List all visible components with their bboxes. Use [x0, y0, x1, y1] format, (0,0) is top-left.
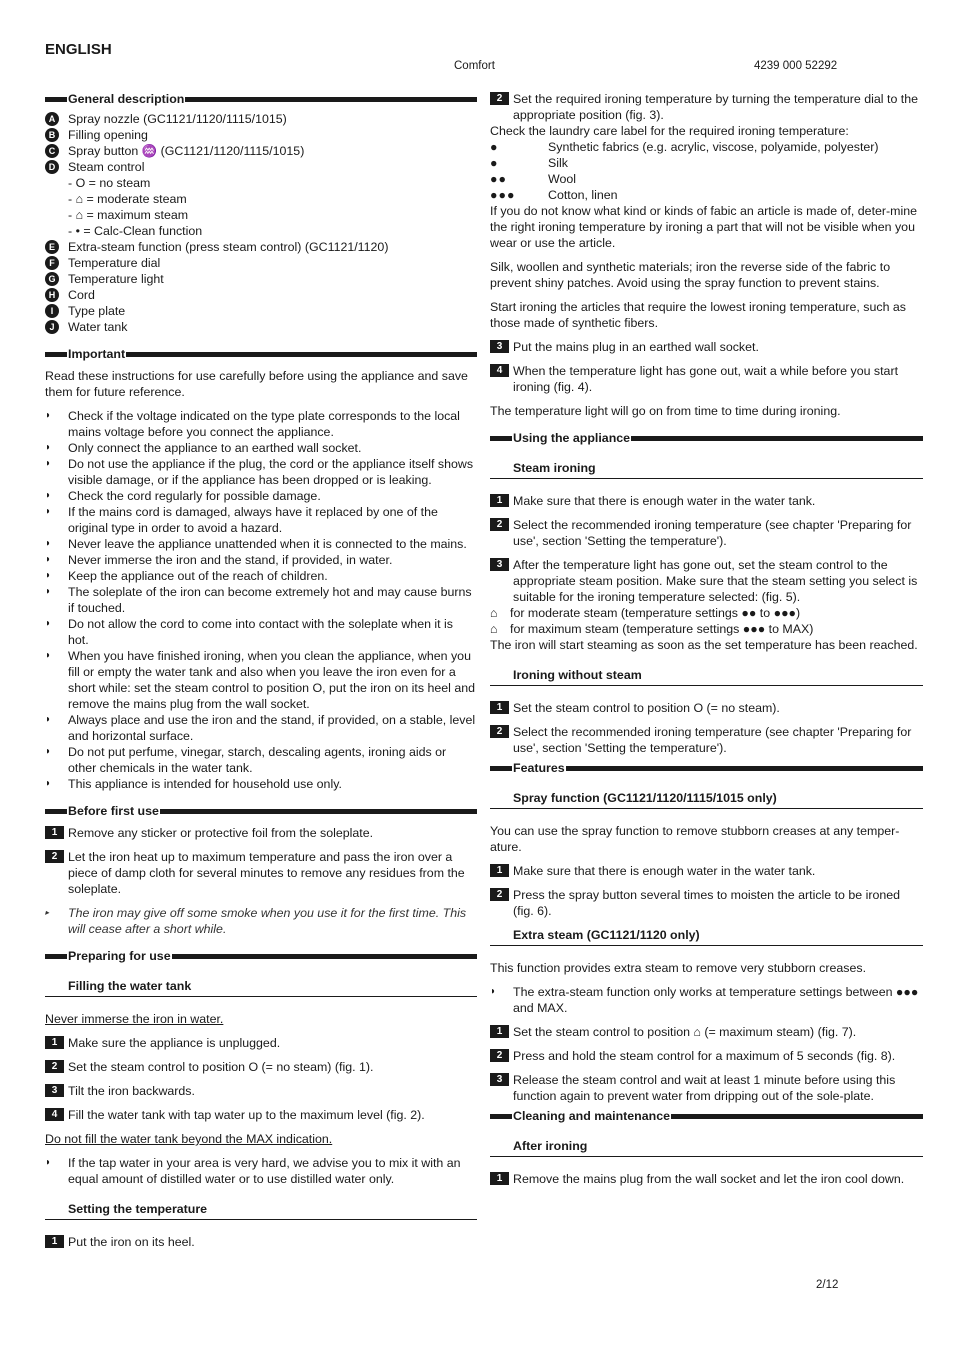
step: 2 Select the recommended ironing temperature (see chapter 'Preparing for use', section 'Setting the temperature').	[490, 517, 923, 549]
bullet-item: ◗ Never immerse the iron and the stand, if provided, in water.	[45, 553, 393, 567]
paragraph: Read these instructions for use carefully before using the appliance and save them for future reference.	[45, 369, 468, 399]
step: 2 Select the recommended ironing temperature (see chapter 'Preparing for use', section 'Setting the temperature').	[490, 724, 923, 756]
step: 4 Fill the water tank with tap water up to the maximum level (fig. 2).	[45, 1107, 477, 1123]
step: 1 Set the steam control to position ⌂ (= maximum steam) (fig. 7).	[490, 1024, 923, 1040]
temp-setting: ● Silk	[490, 156, 568, 170]
warning: Never immerse the iron in water.	[45, 1012, 224, 1026]
moderate-steam-icon: ⌂	[490, 606, 498, 620]
bullet-item: ◗ Never leave the appliance unattended when it is connected to the mains.	[45, 537, 467, 551]
step: 2 Press the spray button several times to moisten the article to be ironed (fig. 6).	[490, 887, 923, 919]
step: 1 Remove the mains plug from the wall socket and let the iron cool down.	[490, 1171, 923, 1187]
paragraph: Start ironing the articles that require the lowest ironing temperature, such as those made of synthetic fibers.	[490, 300, 906, 330]
bullet-item: ◗ Do not use the appliance if the plug, the cord or the appliance itself shows visible damage, or if the appliance has been dropped or is leaking.	[45, 457, 474, 487]
bullet-item: ◗ Always place and use the iron and the stand, if provided, on a stable, level and horizontal surface.	[45, 713, 476, 743]
section-heading: Important	[45, 346, 477, 362]
steam-option: - • = Calc-Clean function	[68, 224, 203, 238]
list-item: D Steam control	[45, 159, 477, 175]
subsection-heading: Spray function (GC1121/1120/1115/1015 only)	[490, 790, 923, 809]
temp-setting: ● Synthetic fabrics (e.g. acrylic, viscose, polyamide, polyester)	[490, 140, 879, 154]
bullet-item: ◗ Do not allow the cord to come into contact with the soleplate when it is hot.	[45, 617, 454, 647]
paragraph: You can use the spray function to remove stubborn creases at any temper-ature.	[490, 824, 900, 854]
steam-option: - O = no steam	[68, 176, 151, 190]
step: 2 Set the required ironing temperature by turning the temperature dial to the appropriate position (fig. 3).	[490, 91, 923, 123]
list-item: A Spray nozzle (GC1121/1120/1115/1015)	[45, 111, 477, 127]
subsection-heading: Extra steam (GC1121/1120 only)	[490, 927, 923, 946]
subsection-heading: After ironing	[490, 1138, 923, 1157]
step: 2 Press and hold the steam control for a maximum of 5 seconds (fig. 8).	[490, 1048, 923, 1064]
bullet-item: ◗ Only connect the appliance to an earthed wall socket.	[45, 441, 362, 455]
paragraph: The iron will start steaming as soon as the set temperature has been reached.	[490, 638, 918, 652]
subsection-heading: Ironing without steam	[490, 667, 923, 686]
step: 2 Let the iron heat up to maximum temperature and pass the iron over a piece of damp cloth for several minutes to remove any residues from the soleplate.	[45, 849, 477, 897]
section-heading: Features	[490, 760, 923, 776]
bullet-item: ◗ Do not put perfume, vinegar, starch, descaling agents, ironing aids or other chemicals in the water tank.	[45, 745, 447, 775]
list-item: I Type plate	[45, 303, 477, 319]
bullet-item: ◗ Keep the appliance out of the reach of children.	[45, 569, 328, 583]
paragraph: If you do not know what kind or kinds of fabic an article is made of, deter-mine the right ironing temperature by ironing a part that will not be visible when you wear or use the article.	[490, 204, 918, 250]
paragraph: Silk, woollen and synthetic materials; iron the reverse side of the fabric to prevent shiny patches. Avoid using the spray function to prevent stains.	[490, 260, 891, 290]
list-item: B Filling opening	[45, 127, 477, 143]
paragraph: This function provides extra steam to remove very stubborn creases.	[490, 961, 867, 975]
document-code: 4239 000 52292	[754, 60, 838, 72]
subsection-heading: Setting the temperature	[45, 1201, 477, 1220]
language-heading: ENGLISH	[45, 41, 112, 58]
bullet-item: ◗ The extra-steam function only works at temperature settings between ●●● and MAX.	[490, 985, 919, 1015]
section-heading: Using the appliance	[490, 430, 923, 446]
bullet-item: ◗ If the mains cord is damaged, always have it replaced by one of the original type in order to avoid a hazard.	[45, 505, 438, 535]
step: 1 Make sure the appliance is unplugged.	[45, 1035, 477, 1051]
step: 1 Remove any sticker or protective foil from the soleplate.	[45, 825, 477, 841]
list-item: H Cord	[45, 287, 477, 303]
bullet-item: ◗ Check if the voltage indicated on the type plate corresponds to the local mains voltage before you connect the appliance.	[45, 409, 460, 439]
note: ▸ The iron may give off some smoke when you use it for the first time. This will cease after a short while.	[45, 906, 467, 936]
step: 1 Make sure that there is enough water in the water tank.	[490, 493, 923, 509]
list-item: F Temperature dial	[45, 255, 477, 271]
steam-setting: ⌂ for moderate steam (temperature settings ●● to ●●●)	[490, 606, 801, 620]
temp-setting: ●● Wool	[490, 172, 577, 186]
paragraph: Check the laundry care label for the required ironing temperature:	[490, 124, 849, 138]
section-heading: Cleaning and maintenance	[490, 1108, 923, 1124]
steam-option: - ⌂ = moderate steam	[68, 192, 187, 206]
step: 4 When the temperature light has gone out, wait a while before you start ironing (fig. 4).	[490, 363, 923, 395]
step: 3 Release the steam control and wait at least 1 minute before using this function again to prevent water from dripping out of the sole-plate.	[490, 1072, 923, 1104]
list-item: G Temperature light	[45, 271, 477, 287]
warning: Do not fill the water tank beyond the MAX indication.	[45, 1132, 333, 1146]
subsection-heading: Steam ironing	[490, 460, 923, 479]
step: 3 After the temperature light has gone out, set the steam control to the appropriate steam position. Make sure that the steam setting you select is suitable for the ironing temperature selected: (fig. 5).	[490, 557, 923, 605]
bullet-item: ◗ If the tap water in your area is very hard, we advise you to mix it with an equal amount of distilled water or to use distilled water only.	[45, 1156, 461, 1186]
maximum-steam-icon: ⌂	[490, 622, 498, 636]
step: 1 Put the iron on its heel.	[45, 1234, 477, 1250]
page-number: 2/12	[816, 1279, 839, 1291]
right-column	[490, 91, 923, 1187]
step: 1 Set the steam control to position O (= no steam).	[490, 700, 923, 716]
left-column	[45, 91, 477, 1250]
step: 2 Set the steam control to position O (= no steam) (fig. 1).	[45, 1059, 477, 1075]
list-item: C Spray button ♒ (GC1121/1120/1115/1015)	[45, 143, 477, 159]
temp-setting: ●●● Cotton, linen	[490, 188, 618, 202]
list-item: E Extra-steam function (press steam control) (GC1121/1120)	[45, 239, 477, 255]
section-heading: Before first use	[45, 803, 477, 819]
steam-option: - ⌂ = maximum steam	[68, 208, 189, 222]
steam-setting: ⌂ for maximum steam (temperature settings ●●● to MAX)	[490, 622, 814, 636]
step: 1 Make sure that there is enough water in the water tank.	[490, 863, 923, 879]
subsection-heading: Filling the water tank	[45, 978, 477, 997]
paragraph: The temperature light will go on from time to time during ironing.	[490, 404, 841, 418]
list-item: J Water tank	[45, 319, 477, 335]
model-name: Comfort	[454, 60, 495, 72]
section-heading: Preparing for use	[45, 948, 477, 964]
bullet-item: ◗ This appliance is intended for household use only.	[45, 777, 342, 791]
bullet-item: ◗ When you have finished ironing, when you clean the appliance, when you fill or empty the water tank and also when you leave the iron even for a short while: set the steam control to position O, put the iron on its heel and remove the mains plug from the wall socket.	[45, 649, 476, 711]
section-heading: General description	[45, 91, 477, 107]
step: 3 Tilt the iron backwards.	[45, 1083, 477, 1099]
step: 3 Put the mains plug in an earthed wall socket.	[490, 339, 923, 355]
bullet-item: ◗ The soleplate of the iron can become extremely hot and may cause burns if touched.	[45, 585, 472, 615]
bullet-item: ◗ Check the cord regularly for possible damage.	[45, 489, 321, 503]
